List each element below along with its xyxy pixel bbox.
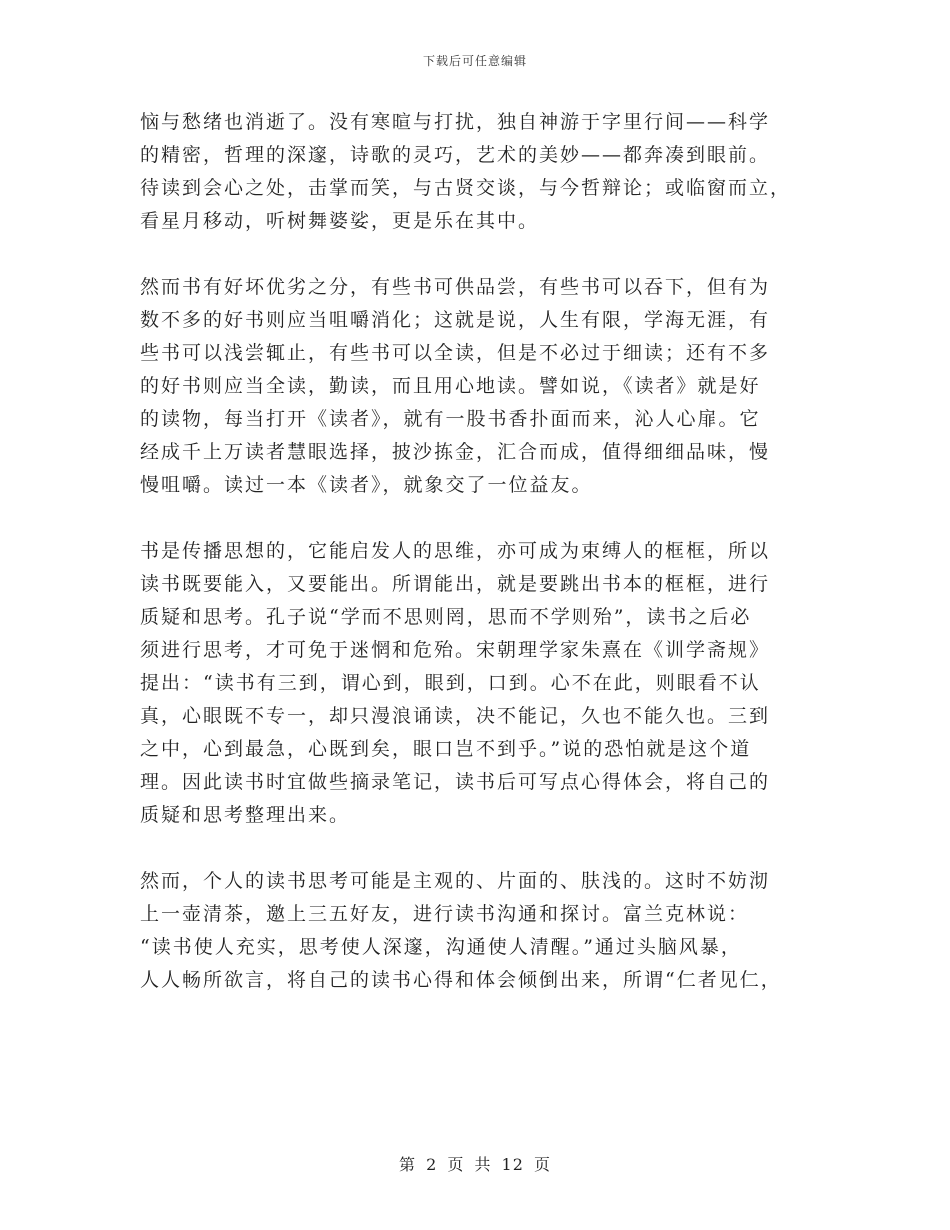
text-line: 上一壶清茶，邀上三五好友，进行读书沟通和探讨。富兰克林说： <box>140 903 750 925</box>
text-line: 质疑和思考整理出来。 <box>140 804 351 826</box>
text-line: 理。因此读书时宜做些摘录笔记，读书后可写点心得体会，将自己的 <box>140 771 771 793</box>
text-line: 须进行思考，才可免于迷惘和危殆。宋朝理学家朱熹在《训学斋规》 <box>140 639 771 661</box>
text-line: 人人畅所欲言，将自己的读书心得和体会倾倒出来，所谓“仁者见仁， <box>140 969 782 991</box>
paragraph <box>140 106 800 238</box>
page-footer: 第 2 页 共 12 页 <box>399 1155 551 1174</box>
text-line: 书是传播思想的，它能启发人的思维，亦可成为束缚人的框框，所以 <box>140 540 771 562</box>
text-line: 的读物，每当打开《读者》，就有一股书香扑面而来，沁人心扉。它 <box>140 408 761 430</box>
text-line: 的好书则应当全读，勤读，而且用心地读。譬如说，《读者》就是好 <box>140 375 761 397</box>
paragraph <box>140 865 800 997</box>
page-header: 下载后可任意编辑 <box>422 54 527 68</box>
text-line: 恼与愁绪也消逝了。没有寒暄与打扰，独自神游于字里行间——科学 <box>140 111 771 133</box>
text-line: 真，心眼既不专一，却只漫浪诵读，决不能记，久也不能久也。三到 <box>140 705 771 727</box>
text-line: 然而，个人的读书思考可能是主观的、片面的、肤浅的。这时不妨沏 <box>140 870 771 892</box>
document-body <box>140 106 800 1030</box>
text-line: 待读到会心之处，击掌而笑，与古贤交谈，与今哲辩论；或临窗而立， <box>140 177 792 199</box>
text-line: 的精密，哲理的深邃，诗歌的灵巧，艺术的美妙——都奔凑到眼前。 <box>140 144 771 166</box>
text-line: 读书既要能入，又要能出。所谓能出，就是要跳出书本的框框，进行 <box>140 573 771 595</box>
text-line: 之中，心到最急，心既到矣，眼口岂不到乎。”说的恐怕就是这个道 <box>140 738 752 760</box>
text-line: 些书可以浅尝辄止，有些书可以全读，但是不必过于细读；还有不多 <box>140 342 771 364</box>
text-line: 经成千上万读者慧眼选择，披沙拣金，汇合而成，值得细细品味，慢 <box>140 441 771 463</box>
paragraph <box>140 271 800 502</box>
text-line: “读书使人充实，思考使人深邃，沟通使人清醒。”通过头脑风暴， <box>140 936 742 958</box>
text-line: 提出：“读书有三到，谓心到，眼到，口到。心不在此，则眼看不认 <box>140 672 761 694</box>
text-line: 质疑和思考。孔子说“学而不思则罔，思而不学则殆”，读书之后必 <box>140 606 752 628</box>
text-line: 看星月移动，听树舞婆娑，更是乐在其中。 <box>140 210 540 232</box>
paragraph <box>140 535 800 832</box>
text-line: 然而书有好坏优劣之分，有些书可供品尝，有些书可以吞下，但有为 <box>140 276 771 298</box>
text-line: 数不多的好书则应当咀嚼消化；这就是说，人生有限，学海无涯，有 <box>140 309 771 331</box>
text-line: 慢咀嚼。读过一本《读者》，就象交了一位益友。 <box>140 474 593 496</box>
